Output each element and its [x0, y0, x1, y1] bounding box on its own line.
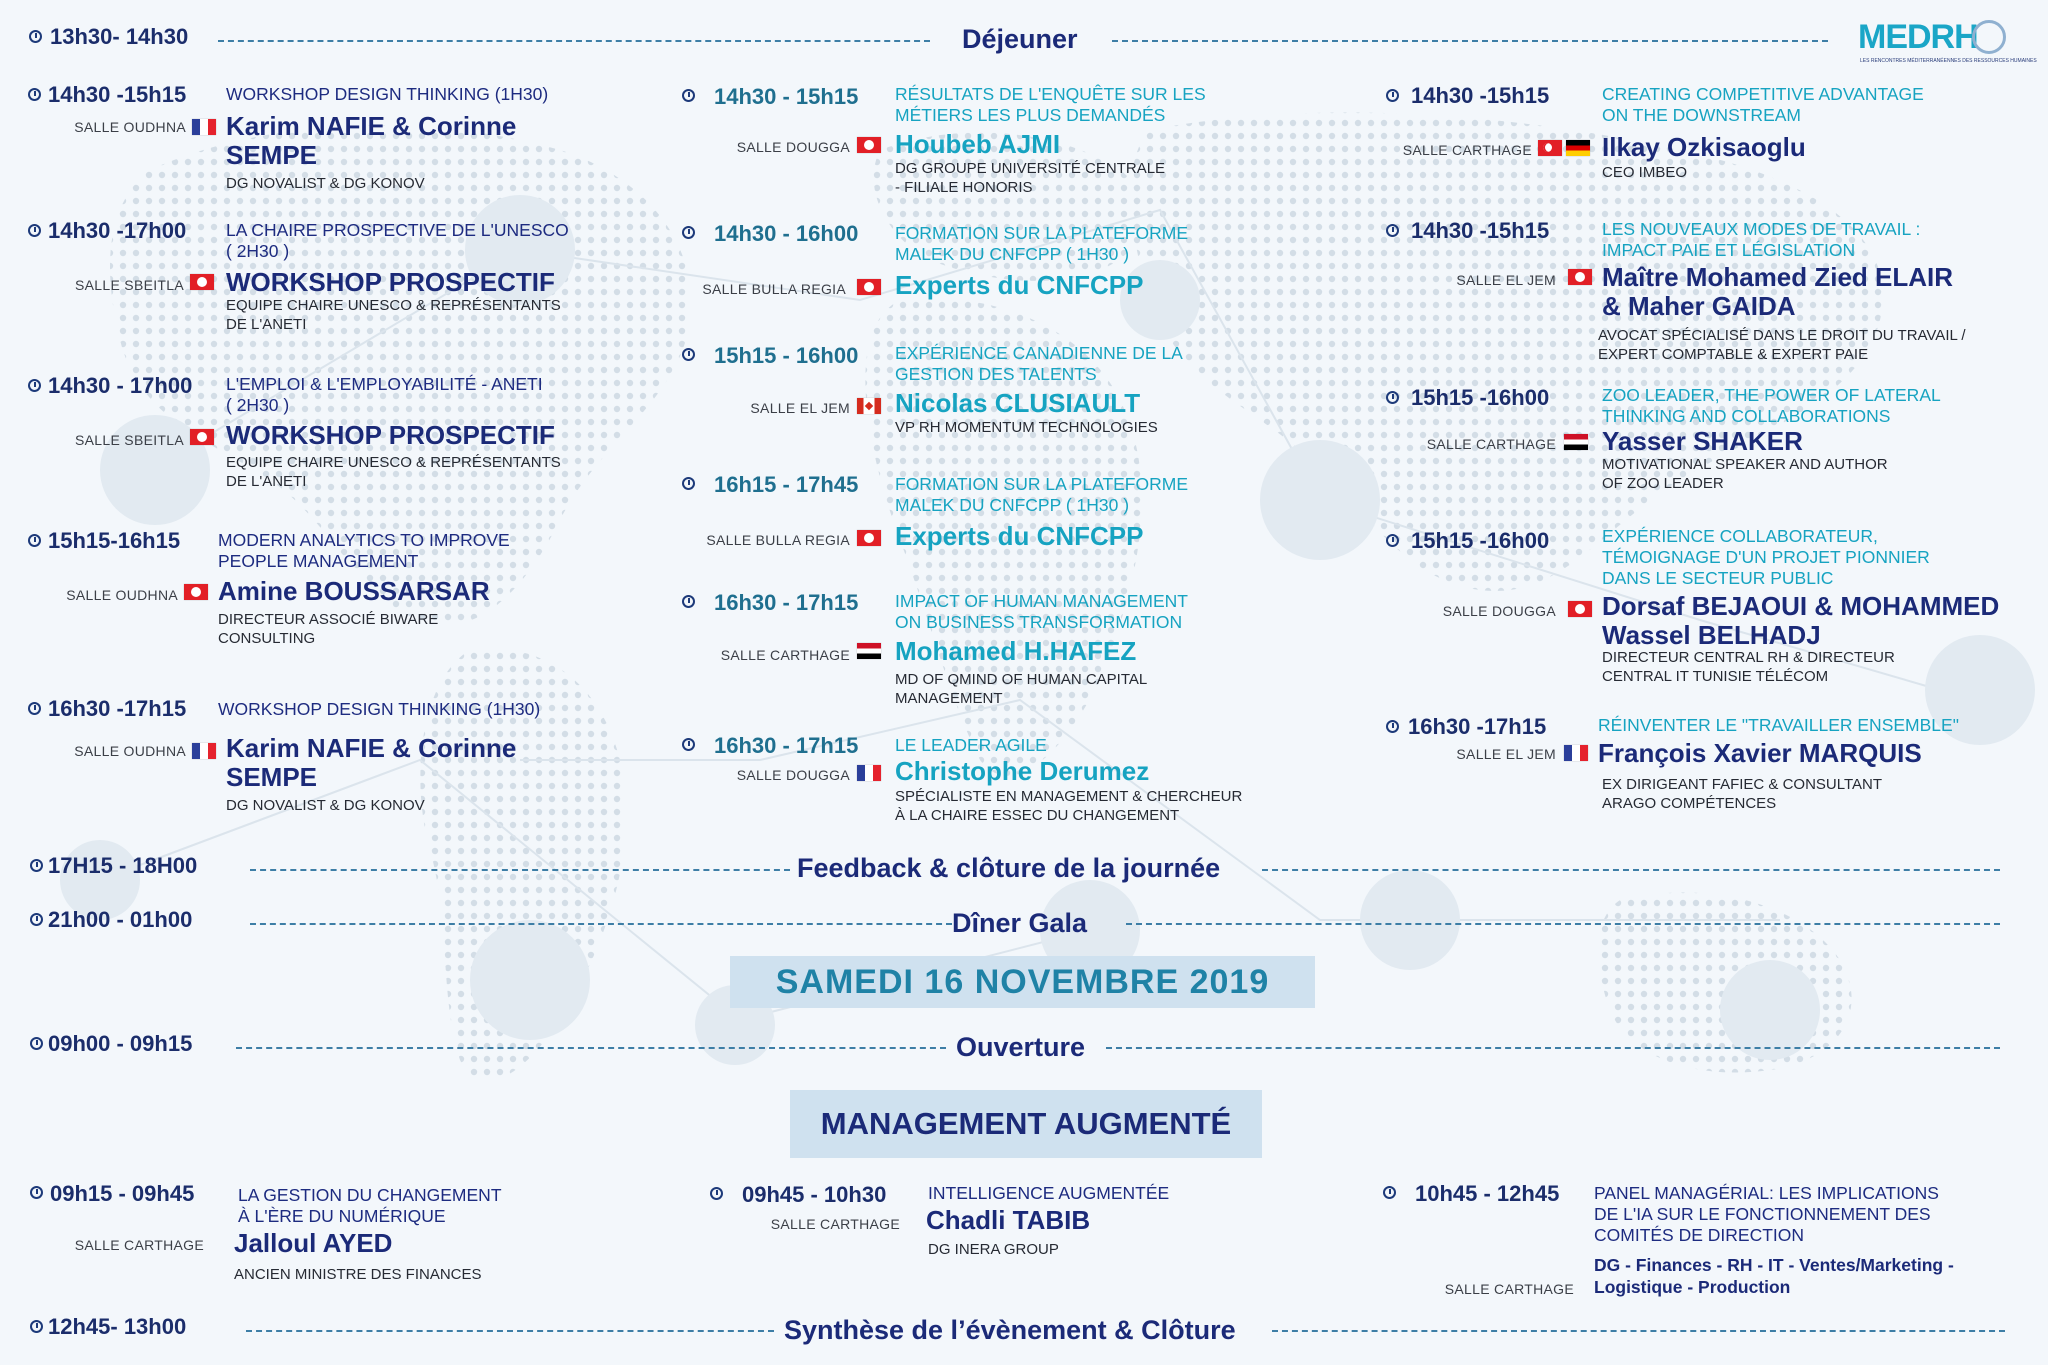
clock-icon [682, 477, 695, 490]
session-time: 15h15-16h15 [48, 528, 181, 553]
session-topic: LES NOUVEAUX MODES DE TRAVAIL : IMPACT PAIE ET LÉGISLATION [1602, 219, 1921, 260]
session-time: 09h15 - 09h45 [50, 1181, 195, 1206]
speaker-role: DG GROUPE UNIVERSITÉ CENTRALE - FILIALE HONORIS [895, 160, 1166, 196]
session-time: 09h45 - 10h30 [742, 1182, 887, 1207]
session-time: 15h15 -16h00 [1411, 385, 1550, 410]
clock-icon [1386, 224, 1399, 237]
session-time: 14h30 - 15h15 [714, 84, 859, 109]
speaker-role: SPÉCIALISTE EN MANAGEMENT & CHERCHEUR À LA CHAIRE ESSEC DU CHANGEMENT [895, 788, 1243, 824]
flag-france-icon [192, 119, 216, 135]
speaker-name: Jalloul AYED [234, 1228, 393, 1258]
theme-banner: MANAGEMENT AUGMENTÉ [790, 1090, 1262, 1158]
speaker-role: AVOCAT SPÉCIALISÉ DANS LE DROIT DU TRAVAIL / EXPERT COMPTABLE & EXPERT PAIE [1598, 327, 1966, 363]
speaker-name: Karim NAFIE & Corinne SEMPE [226, 733, 517, 792]
room-label: SALLE DOUGGA [736, 767, 850, 783]
session-topic: EXPÉRIENCE COLLABORATEUR, TÉMOIGNAGE D'UN PROJET PIONNIER DANS LE SECTEUR PUBLIC [1602, 526, 1930, 588]
divider-title: Dîner Gala [952, 908, 1088, 938]
speaker-name: WORKSHOP PROSPECTIF [226, 420, 555, 450]
room-label: SALLE BULLA REGIA [702, 281, 846, 297]
session-topic: FORMATION SUR LA PLATEFORME MALEK DU CNFCPP ( 1H30 ) [895, 223, 1188, 264]
clock-icon [1386, 89, 1399, 102]
flag-egypt-icon [857, 643, 881, 659]
session-time: 16h30 -17h15 [48, 696, 187, 721]
speaker-name: Houbeb AJMI [895, 129, 1061, 159]
clock-icon [30, 1320, 43, 1333]
room-label: SALLE CARTHAGE [1402, 142, 1532, 158]
room-label: SALLE OUDHNA [74, 743, 186, 759]
flag-icons [1568, 269, 1592, 285]
session-time: 14h30 - 17h00 [48, 373, 193, 398]
clock-icon [1386, 720, 1399, 733]
session-topic: IMPACT OF HUMAN MANAGEMENT ON BUSINESS TRANSFORMATION [895, 591, 1188, 632]
speaker-role: VP RH MOMENTUM TECHNOLOGIES [895, 419, 1158, 436]
room-label: SALLE BULLA REGIA [706, 532, 850, 548]
clock-icon [28, 88, 41, 101]
flag-france-icon [857, 765, 881, 781]
session-time: 15h15 - 16h00 [714, 343, 859, 368]
speaker-name: WORKSHOP PROSPECTIF [226, 267, 555, 297]
flag-tunisia-icon [1568, 269, 1592, 285]
room-label: SALLE OUDHNA [74, 119, 186, 135]
session-topic: LA CHAIRE PROSPECTIVE DE L'UNESCO ( 2H30 ) [226, 220, 569, 261]
room-label: SALLE EL JEM [1456, 746, 1556, 762]
speaker-name: Ilkay Ozkisaoglu [1602, 132, 1806, 162]
time: 09h00 - 09h15 [48, 1031, 193, 1056]
session-topic: EXPÉRIENCE CANADIENNE DE LA GESTION DES TALENTS [895, 343, 1183, 384]
session-topic: LE LEADER AGILE [895, 735, 1047, 755]
clock-icon [29, 30, 42, 43]
clock-icon [682, 348, 695, 361]
speaker-name: Amine BOUSSARSAR [218, 576, 490, 606]
divider-title: Synthèse de l’évènement & Clôture [784, 1315, 1236, 1345]
room-label: SALLE CARTHAGE [770, 1216, 900, 1232]
logo-text: MEDRH [1858, 18, 1978, 56]
speaker-name: Christophe Derumez [895, 756, 1150, 786]
logo-tagline: LES RENCONTRES MÉDITERRANÉENNES DES RESSOURCES HUMAINES [1860, 58, 2037, 64]
time: 21h00 - 01h00 [48, 907, 193, 932]
session-time: 14h30 -15h15 [48, 82, 187, 107]
clock-icon [30, 1186, 43, 1199]
session-topic: PANEL MANAGÉRIAL: LES IMPLICATIONS DE L'IA SUR LE FONCTIONNEMENT DES COMITÉS DE DIRECTION [1594, 1183, 1939, 1245]
speaker-name: Yasser SHAKER [1602, 426, 1803, 456]
session-topic: RÉINVENTER LE "TRAVAILLER ENSEMBLE" [1598, 715, 1959, 735]
speaker-role: ANCIEN MINISTRE DES FINANCES [234, 1266, 482, 1283]
speaker-role: DG INERA GROUP [928, 1241, 1059, 1258]
room-label: SALLE CARTHAGE [1426, 436, 1556, 452]
flag-icons [857, 279, 881, 295]
speaker-role: EQUIPE CHAIRE UNESCO & REPRÉSENTANTS DE L'ANETI [226, 454, 561, 490]
room-label: SALLE SBEITLA [75, 432, 184, 448]
session-time: 16h30 - 17h15 [714, 733, 859, 758]
globe-icon [1972, 20, 2006, 54]
room-label: SALLE SBEITLA [75, 277, 184, 293]
clock-icon [28, 224, 41, 237]
session-topic: ZOO LEADER, THE POWER OF LATERAL THINKING AND COLLABORATIONS [1602, 385, 1941, 426]
speaker-name: Chadli TABIB [926, 1205, 1091, 1235]
speaker-role: DIRECTEUR CENTRAL RH & DIRECTEUR CENTRAL IT TUNISIE TÉLÉCOM [1602, 649, 1895, 685]
room-label: SALLE CARTHAGE [1444, 1281, 1574, 1297]
session-topic: RÉSULTATS DE L'ENQUÊTE SUR LES MÉTIERS LES PLUS DEMANDÉS [895, 84, 1206, 125]
clock-icon [710, 1187, 723, 1200]
clock-icon [1386, 534, 1399, 547]
session-topic: LA GESTION DU CHANGEMENT À L'ÈRE DU NUMÉRIQUE [238, 1185, 502, 1226]
flag-tunisia-icon [857, 530, 881, 546]
clock-icon [682, 595, 695, 608]
clock-icon [682, 226, 695, 239]
flag-icons [192, 119, 216, 135]
clock-icon [1386, 391, 1399, 404]
room-label: SALLE CARTHAGE [720, 647, 850, 663]
speaker-name: Karim NAFIE & Corinne SEMPE [226, 111, 517, 170]
room-label: SALLE EL JEM [750, 400, 850, 416]
speaker-name: Experts du CNFCPP [895, 270, 1144, 300]
clock-icon [28, 379, 41, 392]
speaker-role: EX DIRIGEANT FAFIEC & CONSULTANT ARAGO COMPÉTENCES [1602, 776, 1883, 812]
flag-icons [1568, 601, 1592, 617]
flag-tunisia-icon [184, 584, 208, 600]
flag-tunisia-icon [190, 429, 214, 445]
session-topic: MODERN ANALYTICS TO IMPROVE PEOPLE MANAGEMENT [218, 530, 510, 571]
flag-icons [857, 765, 881, 781]
session-time: 16h15 - 17h45 [714, 472, 859, 497]
flag-tunisia-icon [857, 137, 881, 153]
speaker-role: DG NOVALIST & DG KONOV [226, 797, 425, 814]
session-topic: WORKSHOP DESIGN THINKING (1H30) [218, 699, 541, 719]
clock-icon [30, 913, 43, 926]
session-topic: INTELLIGENCE AUGMENTÉE [928, 1183, 1170, 1203]
speaker-role: DG NOVALIST & DG KONOV [226, 175, 425, 192]
session-time: 16h30 -17h15 [1408, 714, 1547, 739]
session-time: 10h45 - 12h45 [1415, 1181, 1560, 1206]
clock-icon [682, 738, 695, 751]
speaker-name: Dorsaf BEJAOUI & MOHAMMED Wassel BELHADJ [1602, 591, 2000, 650]
flag-icons [857, 137, 881, 153]
logo [1858, 18, 2037, 74]
flag-icons [857, 643, 881, 659]
flag-icons [1564, 434, 1588, 450]
room-label: SALLE EL JEM [1456, 272, 1556, 288]
room-label: SALLE OUDHNA [66, 587, 178, 603]
speaker-name: Experts du CNFCPP [895, 521, 1144, 551]
session-topic: CREATING COMPETITIVE ADVANTAGE ON THE DOWNSTREAM [1602, 84, 1924, 125]
divider-title: Ouverture [956, 1032, 1086, 1062]
session-time: 14h30 -17h00 [48, 218, 187, 243]
speaker-role: MOTIVATIONAL SPEAKER AND AUTHOR OF ZOO LEADER [1602, 456, 1888, 492]
speaker-name: François Xavier MARQUIS [1598, 738, 1922, 768]
flag-icons [1564, 745, 1588, 761]
clock-icon [30, 859, 43, 872]
clock-icon [1383, 1186, 1396, 1199]
flag-tunisia-icon [857, 279, 881, 295]
flag-icons [192, 743, 216, 759]
speaker-name: Mohamed H.HAFEZ [895, 636, 1137, 666]
room-label: SALLE CARTHAGE [74, 1237, 204, 1253]
session-topic: FORMATION SUR LA PLATEFORME MALEK DU CNFCPP ( 1H30 ) [895, 474, 1188, 515]
session-topic: L'EMPLOI & L'EMPLOYABILITÉ - ANETI ( 2H30 ) [226, 374, 543, 415]
session-time: 14h30 - 16h00 [714, 221, 859, 246]
flag-turkey-icon [1538, 140, 1562, 156]
session-time: 14h30 -15h15 [1411, 218, 1550, 243]
clock-icon [30, 1037, 43, 1050]
flag-canada-icon [857, 398, 881, 414]
panel-roles: DG - Finances - RH - IT - Ventes/Marketing - Logistique - Production [1594, 1255, 1954, 1297]
clock-icon [28, 534, 41, 547]
clock-icon [682, 89, 695, 102]
speaker-name: Nicolas CLUSIAULT [895, 388, 1141, 418]
session-time: 14h30 -15h15 [1411, 83, 1550, 108]
room-label: SALLE DOUGGA [736, 139, 850, 155]
speaker-role: DIRECTEUR ASSOCIÉ BIWARE CONSULTING [218, 611, 439, 647]
speaker-role: EQUIPE CHAIRE UNESCO & REPRÉSENTANTS DE L'ANETI [226, 297, 561, 333]
flag-tunisia-icon [190, 274, 214, 290]
flag-icons [857, 530, 881, 546]
day-banner: SAMEDI 16 NOVEMBRE 2019 [730, 956, 1315, 1008]
session-topic: WORKSHOP DESIGN THINKING (1H30) [226, 84, 549, 104]
speaker-role: MD OF QMIND OF HUMAN CAPITAL MANAGEMENT [895, 671, 1148, 707]
flag-tunisia-icon [1568, 601, 1592, 617]
flag-egypt-icon [1564, 434, 1588, 450]
room-label: SALLE DOUGGA [1442, 603, 1556, 619]
divider-title: Feedback & clôture de la journée [797, 853, 1221, 883]
time: 17H15 - 18H00 [48, 853, 198, 878]
speaker-role: CEO IMBEO [1602, 164, 1688, 181]
flag-icons [857, 398, 881, 414]
flag-france-icon [1564, 745, 1588, 761]
time: 12h45- 13h00 [48, 1314, 187, 1339]
session-time: 15h15 -16h00 [1411, 528, 1550, 553]
flag-france-icon [192, 743, 216, 759]
divider-title: Déjeuner [962, 24, 1078, 54]
clock-icon [28, 702, 41, 715]
session-time: 16h30 - 17h15 [714, 590, 859, 615]
speaker-name: Maître Mohamed Zied ELAIR & Maher GAIDA [1602, 262, 1954, 321]
time: 13h30- 14h30 [50, 24, 189, 49]
flag-germany-icon [1566, 140, 1590, 156]
flag-icons [1538, 140, 1590, 156]
flag-icons [190, 429, 214, 445]
flag-icons [184, 584, 208, 600]
flag-icons [190, 274, 214, 290]
